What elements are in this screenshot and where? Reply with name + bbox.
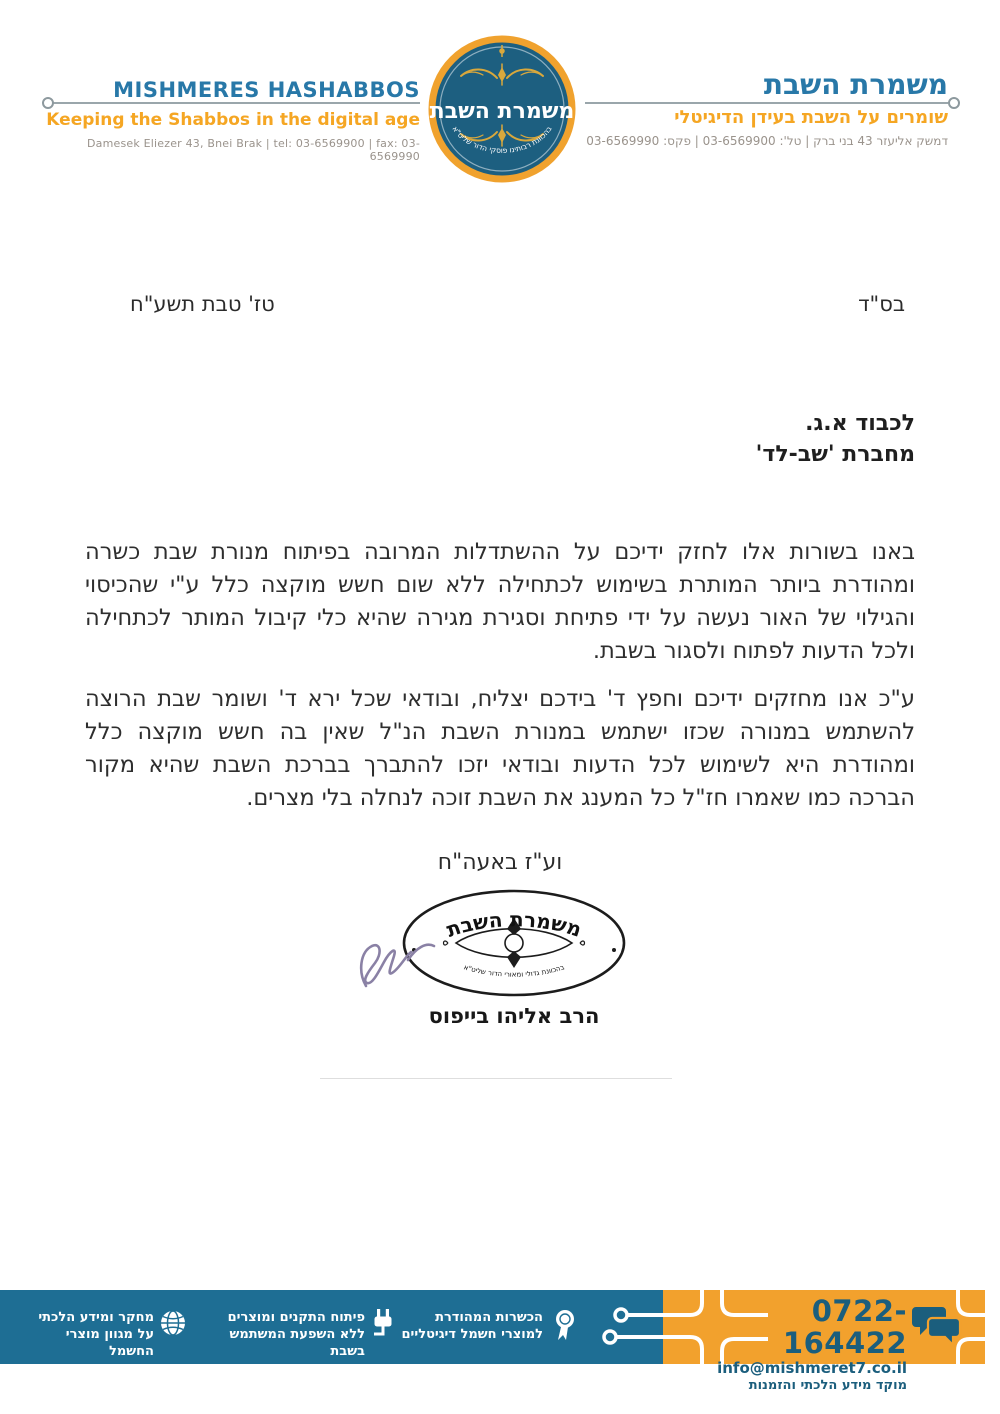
signer-name: הרב אליהו בייפוס xyxy=(428,1004,600,1028)
letter-paragraph-2: ע"כ אנו מחזקים ידיכם וחפץ ד' בידכם יצליח, ובודאי שכל ירא ד' ושומר שבת הרוצה להשתמש במנורה שכזו ישתמש במנורת השבת הנ"ל שאין בה חשש מוקצה כלל ומהודרת היא לשימוש לכל הדעות ובודאי יזכו להתברך בברכת השבת שהיא מקור הברכה כמו שאמרו חז"ל כל המענג את השבת זוכה לנחלה בלי מצרים. xyxy=(85,686,915,811)
footer-item-development-line1: פיתוח התקנים ומוצרים xyxy=(227,1310,365,1325)
stamp-top-text: משמרת השבת xyxy=(443,907,585,942)
plug-icon xyxy=(370,1308,396,1348)
org-logo-badge-icon xyxy=(427,34,577,184)
logo-name-text: משמרת השבת xyxy=(429,99,575,124)
faint-divider xyxy=(320,1078,672,1079)
org-name-english: MISHMERES HASHABBOS xyxy=(113,78,420,102)
footer-item-kashrut-line2: למוצרי חשמל דיגיטליים xyxy=(401,1327,543,1342)
contact-email: info@mishmeret7.co.il xyxy=(717,1359,907,1377)
signature xyxy=(350,926,462,1008)
bsd-mark: בס"ד xyxy=(858,292,905,316)
contact-tagline: מוקד מידע הלכתי והזמנות xyxy=(748,1378,907,1393)
research-globe-icon xyxy=(158,1308,188,1342)
footer-item-kashrut-line1: הכשרות המהודרת xyxy=(435,1310,543,1325)
org-logo xyxy=(427,34,577,184)
contact-block xyxy=(695,1295,907,1394)
letter-date: טז' טבת תשע"ח xyxy=(130,292,275,316)
chat-bubbles-icon xyxy=(912,1302,964,1356)
org-name-hebrew: משמרת השבת xyxy=(763,68,948,101)
footer-item-kashrut xyxy=(393,1309,543,1351)
footer-band xyxy=(0,1290,1000,1393)
recipient-line-1: לכבוד א.ג. xyxy=(805,411,915,436)
header-english xyxy=(45,78,420,163)
footer-item-research-line2: על מגוון מוצרי החשמל xyxy=(65,1327,154,1359)
recipient-block xyxy=(85,408,915,470)
contact-phone: 0722-164422 xyxy=(782,1294,907,1360)
footer-item-development-line2: ללא השפעת המשתמש בשבת xyxy=(229,1327,365,1359)
stamp-bottom-text: בהכוונת גדולי ומאורי הדור שליט"א xyxy=(462,963,566,979)
svg-text:משמרת השבת xyxy=(443,907,584,942)
org-address-english: Damesek Eliezer 43, Bnei Brak | tel: 03-6569900 | fax: 03-6569990 xyxy=(86,137,420,163)
org-tagline-hebrew: שומרים על השבת בעידן הדיגיטלי xyxy=(674,107,948,128)
footer-item-development xyxy=(205,1309,365,1359)
header-rule-dot-right xyxy=(948,97,960,109)
letter-closing: וע"ז באעה"ח xyxy=(437,850,563,875)
letter-body xyxy=(85,536,915,830)
footer-item-research-line1: מחקר ומידע הלכתי xyxy=(38,1310,154,1325)
kashrut-badge-icon xyxy=(552,1308,578,1346)
org-address-hebrew: דמשק אליעזר 43 בני ברק | טל': 03-6569900 | פקס: 03-6569990 xyxy=(586,134,948,148)
signature-scribble-icon xyxy=(350,926,462,1008)
recipient-line-2: מחברת 'שב-לד' xyxy=(755,442,915,467)
footer-item-research xyxy=(28,1309,154,1359)
logo-subtext: בהכוונת רבותינו פוסקי הדור שליט"א xyxy=(450,124,554,155)
org-tagline-english: Keeping the Shabbos in the digital age xyxy=(46,110,420,130)
header-hebrew xyxy=(560,70,948,148)
letter-paragraph-1: באנו בשורות אלו לחזק ידיכם על ההשתדלות המרובה בפיתוח מנורת שבת כשרה ומהודרת ביותר המותרת בשימוש לכתחילה ללא שום חשש מוקצה כלל ע"י שהכיסוי והגילוי של האור נעשה על ידי פתיחת וסגירת מגירה שהיא כלי קיבול המותר לכתחילה ולכל הדעות לפתוח ולסגור בשבת. xyxy=(85,539,915,664)
